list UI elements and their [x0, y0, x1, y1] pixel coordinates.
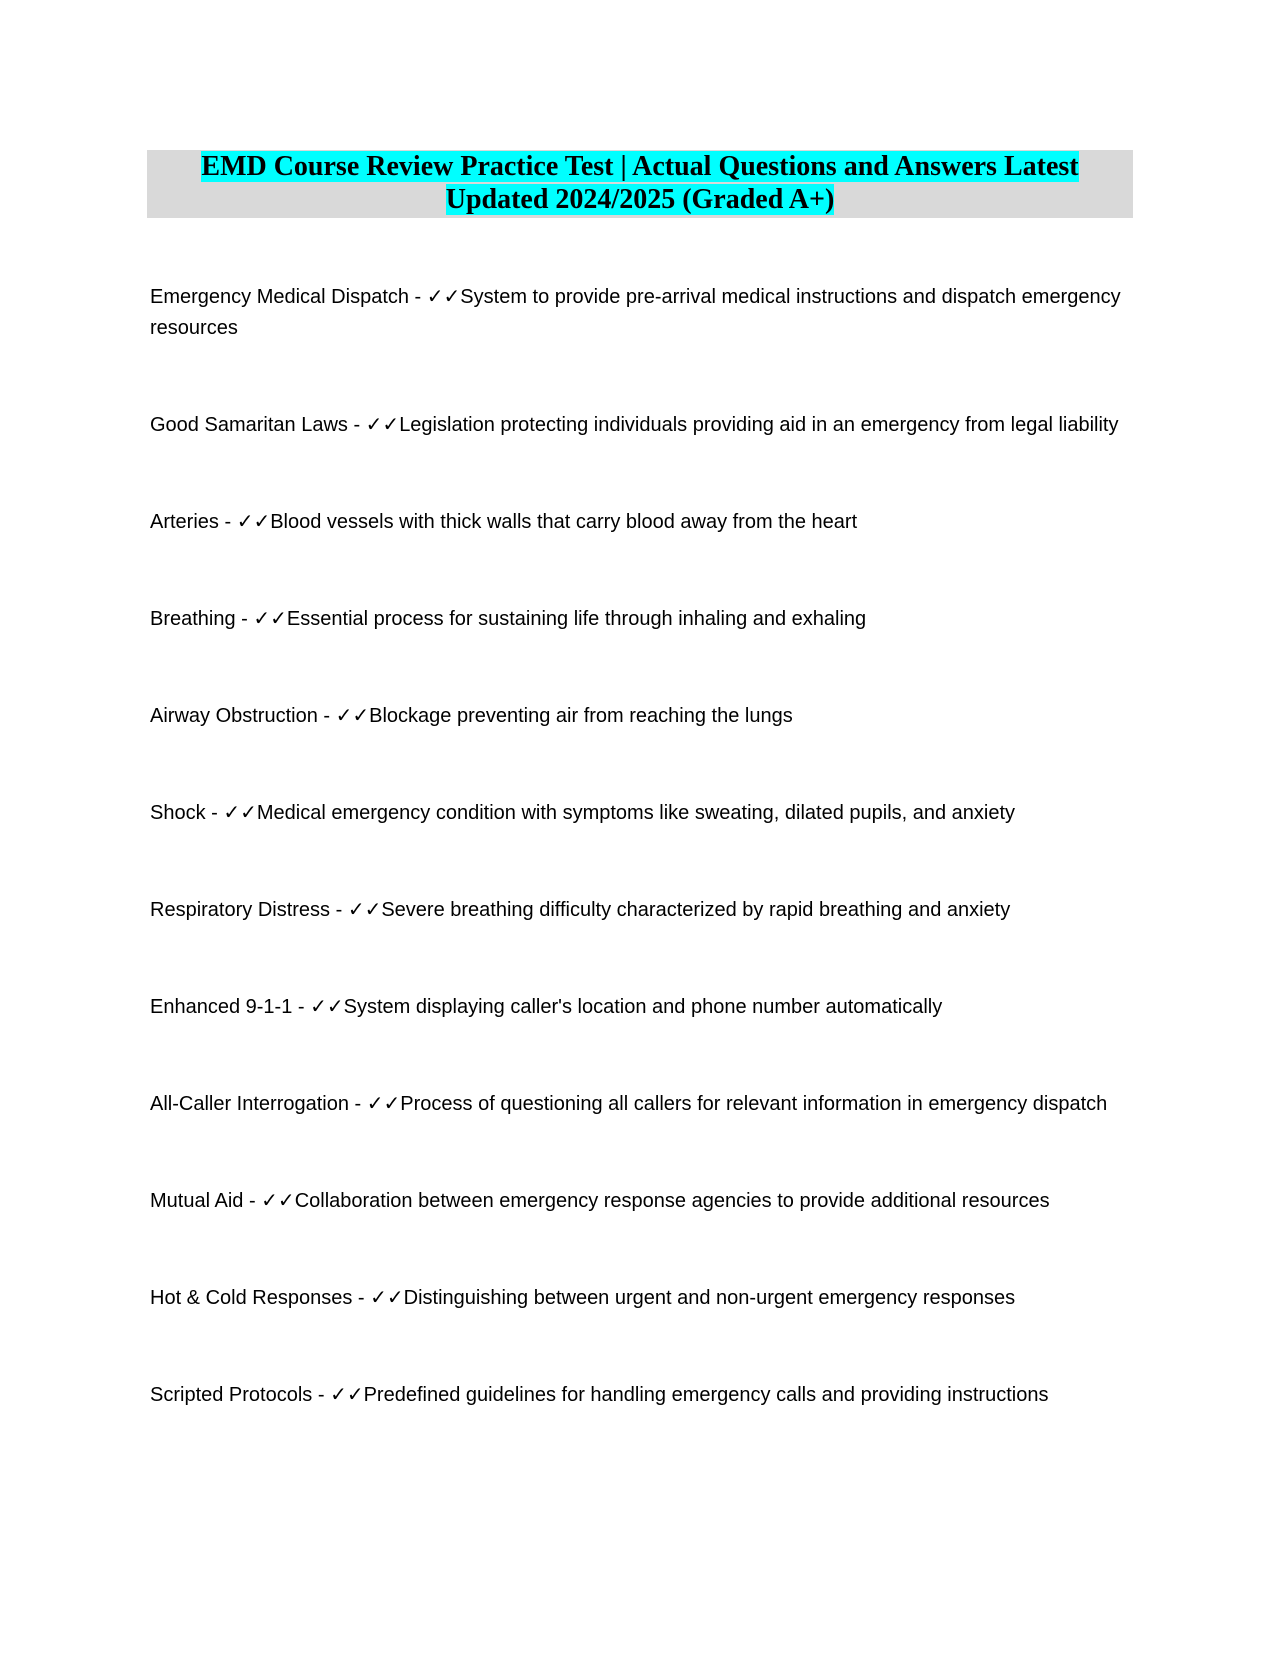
entry-definition: Medical emergency condition with symptoms like sweating, dilated pupils, and anxiety — [256, 802, 1016, 824]
entry-separator: - — [292, 996, 311, 1018]
entry-breathing — [150, 604, 1130, 635]
entry-term: Scripted Protocols — [150, 1384, 313, 1406]
entry-separator: - — [205, 802, 224, 824]
entry-term: All-Caller Interrogation — [150, 1093, 349, 1115]
entry-term: Enhanced 9-1-1 — [150, 996, 293, 1018]
entry-definition: Process of questioning all callers for relevant information in emergency dispatch — [400, 1093, 1108, 1115]
entry-all-caller-interrogation — [150, 1089, 1130, 1120]
entry-scripted-protocols — [150, 1380, 1130, 1411]
entry-separator: - — [348, 1093, 367, 1115]
title-line-2-text: Updated 2024/2025 (Graded A+) — [445, 184, 835, 215]
entry-separator: - — [312, 1384, 331, 1406]
check-mark-icon: ✓✓ — [223, 802, 257, 824]
check-mark-icon: ✓✓ — [236, 511, 271, 533]
entry-definition: Blockage preventing air from reaching the lungs — [369, 705, 793, 727]
entry-definition: Blood vessels with thick walls that carry blood away from the heart — [270, 511, 858, 533]
entry-enhanced-911 — [150, 992, 1130, 1023]
entry-term: Arteries — [150, 511, 219, 533]
entry-term: Breathing — [150, 608, 236, 630]
entry-separator: - — [243, 1190, 262, 1212]
check-mark-icon: ✓✓ — [310, 996, 344, 1018]
check-mark-icon: ✓✓ — [330, 1384, 364, 1406]
entry-hot-cold-responses — [150, 1283, 1130, 1314]
entry-definition: Legislation protecting individuals providing aid in an emergency from legal liability — [399, 414, 1119, 436]
entry-respiratory-distress — [150, 895, 1130, 926]
entry-term: Shock — [150, 802, 206, 824]
entry-separator: - — [235, 608, 254, 630]
entry-mutual-aid — [150, 1186, 1130, 1217]
check-mark-icon: ✓✓ — [426, 286, 461, 308]
check-mark-icon: ✓✓ — [347, 899, 382, 921]
entry-definition: Collaboration between emergency response agencies to provide additional resources — [294, 1190, 1050, 1212]
entry-definition: Distinguishing between urgent and non-urgent emergency responses — [403, 1287, 1016, 1309]
check-mark-icon: ✓✓ — [370, 1287, 404, 1309]
entry-term: Hot & Cold Responses — [150, 1287, 353, 1309]
entry-separator: - — [347, 414, 366, 436]
entry-good-samaritan-laws — [150, 410, 1130, 441]
entry-definition: System to provide pre-arrival medical instructions and dispatch emergency resources — [150, 286, 1121, 339]
entry-definition: Essential process for sustaining life through inhaling and exhaling — [286, 608, 867, 630]
entry-separator: - — [218, 511, 237, 533]
entry-term: Respiratory Distress — [150, 899, 331, 921]
title-line-1-text: EMD Course Review Practice Test | Actual Questions and Answers Latest — [201, 151, 1079, 182]
entry-airway-obstruction — [150, 701, 1130, 732]
check-mark-icon: ✓✓ — [366, 1093, 401, 1115]
title-line-1 — [147, 150, 1133, 183]
entry-definition: Predefined guidelines for handling emergency calls and providing instructions — [363, 1384, 1049, 1406]
check-mark-icon: ✓✓ — [365, 414, 400, 436]
entry-emergency-medical-dispatch — [150, 282, 1130, 344]
check-mark-icon: ✓✓ — [261, 1190, 295, 1212]
title-line-2 — [147, 183, 1133, 216]
entry-term: Emergency Medical Dispatch — [150, 286, 409, 308]
entry-shock — [150, 798, 1130, 829]
entry-separator: - — [317, 705, 336, 727]
entry-list — [150, 282, 1130, 1411]
entry-definition: Severe breathing difficulty characterized by rapid breathing and anxiety — [381, 899, 1011, 921]
check-mark-icon: ✓✓ — [335, 705, 370, 727]
entry-term: Airway Obstruction — [150, 705, 318, 727]
title-band — [147, 150, 1133, 218]
check-mark-icon: ✓✓ — [253, 608, 287, 630]
entry-term: Good Samaritan Laws — [150, 414, 348, 436]
entry-separator: - — [330, 899, 348, 921]
entry-separator: - — [409, 286, 427, 308]
entry-definition: System displaying caller's location and phone number automatically — [343, 996, 943, 1018]
entry-separator: - — [352, 1287, 371, 1309]
entry-term: Mutual Aid — [150, 1190, 244, 1212]
entry-arteries — [150, 507, 1130, 538]
